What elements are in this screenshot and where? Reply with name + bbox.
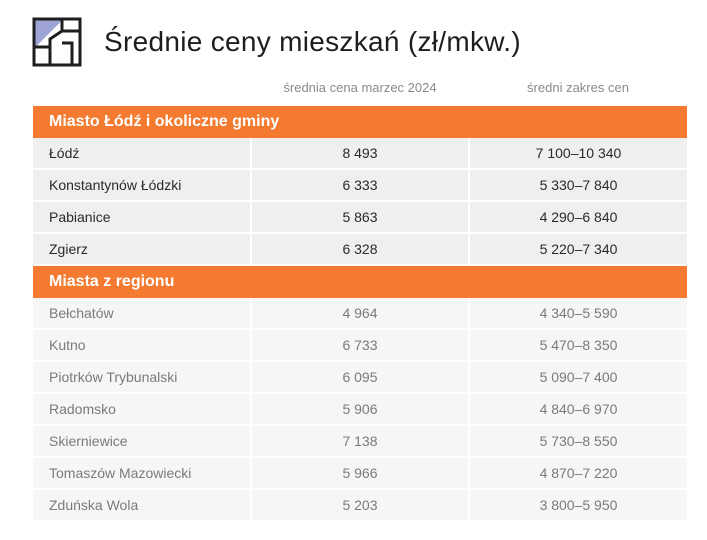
column-headers	[0, 80, 707, 98]
header	[32, 14, 521, 70]
price-table	[33, 106, 687, 522]
price-range-cell: 7 100–10 340	[470, 138, 687, 170]
price-range-cell: 5 090–7 400	[470, 362, 687, 394]
price-range-cell: 4 340–5 590	[470, 298, 687, 330]
avg-price-cell: 7 138	[252, 426, 468, 458]
city-cell: Radomsko	[33, 394, 250, 426]
price-range-cell: 5 330–7 840	[470, 170, 687, 202]
price-range-cell: 5 470–8 350	[470, 330, 687, 362]
column-header-avg-price: średnia cena marzec 2024	[283, 80, 437, 95]
section-header: Miasto Łódź i okoliczne gminy	[33, 106, 687, 138]
price-range-cell: 4 870–7 220	[470, 458, 687, 490]
column-header-price-range: średni zakres cen	[527, 80, 629, 95]
city-cell: Łódź	[33, 138, 250, 170]
price-range-cell: 3 800–5 950	[470, 490, 687, 522]
table-row	[33, 490, 687, 522]
avg-price-cell: 5 203	[252, 490, 468, 522]
city-cell: Piotrków Trybunalski	[33, 362, 250, 394]
section-header: Miasta z regionu	[33, 266, 687, 298]
table-row	[33, 394, 687, 426]
table-row	[33, 234, 687, 266]
table-row	[33, 330, 687, 362]
avg-price-cell: 4 964	[252, 298, 468, 330]
avg-price-cell: 5 863	[252, 202, 468, 234]
table-row	[33, 298, 687, 330]
price-range-cell: 4 840–6 970	[470, 394, 687, 426]
price-range-cell: 5 730–8 550	[470, 426, 687, 458]
floorplan-logo-icon	[32, 17, 82, 67]
table-row	[33, 202, 687, 234]
city-cell: Skierniewice	[33, 426, 250, 458]
city-cell: Pabianice	[33, 202, 250, 234]
avg-price-cell: 6 328	[252, 234, 468, 266]
table-row	[33, 458, 687, 490]
city-cell: Zgierz	[33, 234, 250, 266]
avg-price-cell: 5 966	[252, 458, 468, 490]
avg-price-cell: 6 095	[252, 362, 468, 394]
avg-price-cell: 5 906	[252, 394, 468, 426]
table-row	[33, 138, 687, 170]
table-row	[33, 170, 687, 202]
city-cell: Kutno	[33, 330, 250, 362]
city-cell: Bełchatów	[33, 298, 250, 330]
city-cell: Zduńska Wola	[33, 490, 250, 522]
avg-price-cell: 6 733	[252, 330, 468, 362]
table-row	[33, 362, 687, 394]
price-range-cell: 4 290–6 840	[470, 202, 687, 234]
avg-price-cell: 6 333	[252, 170, 468, 202]
city-cell: Konstantynów Łódzki	[33, 170, 250, 202]
city-cell: Tomaszów Mazowiecki	[33, 458, 250, 490]
avg-price-cell: 8 493	[252, 138, 468, 170]
price-range-cell: 5 220–7 340	[470, 234, 687, 266]
page-title: Średnie ceny mieszkań (zł/mkw.)	[104, 26, 521, 57]
table-row	[33, 426, 687, 458]
